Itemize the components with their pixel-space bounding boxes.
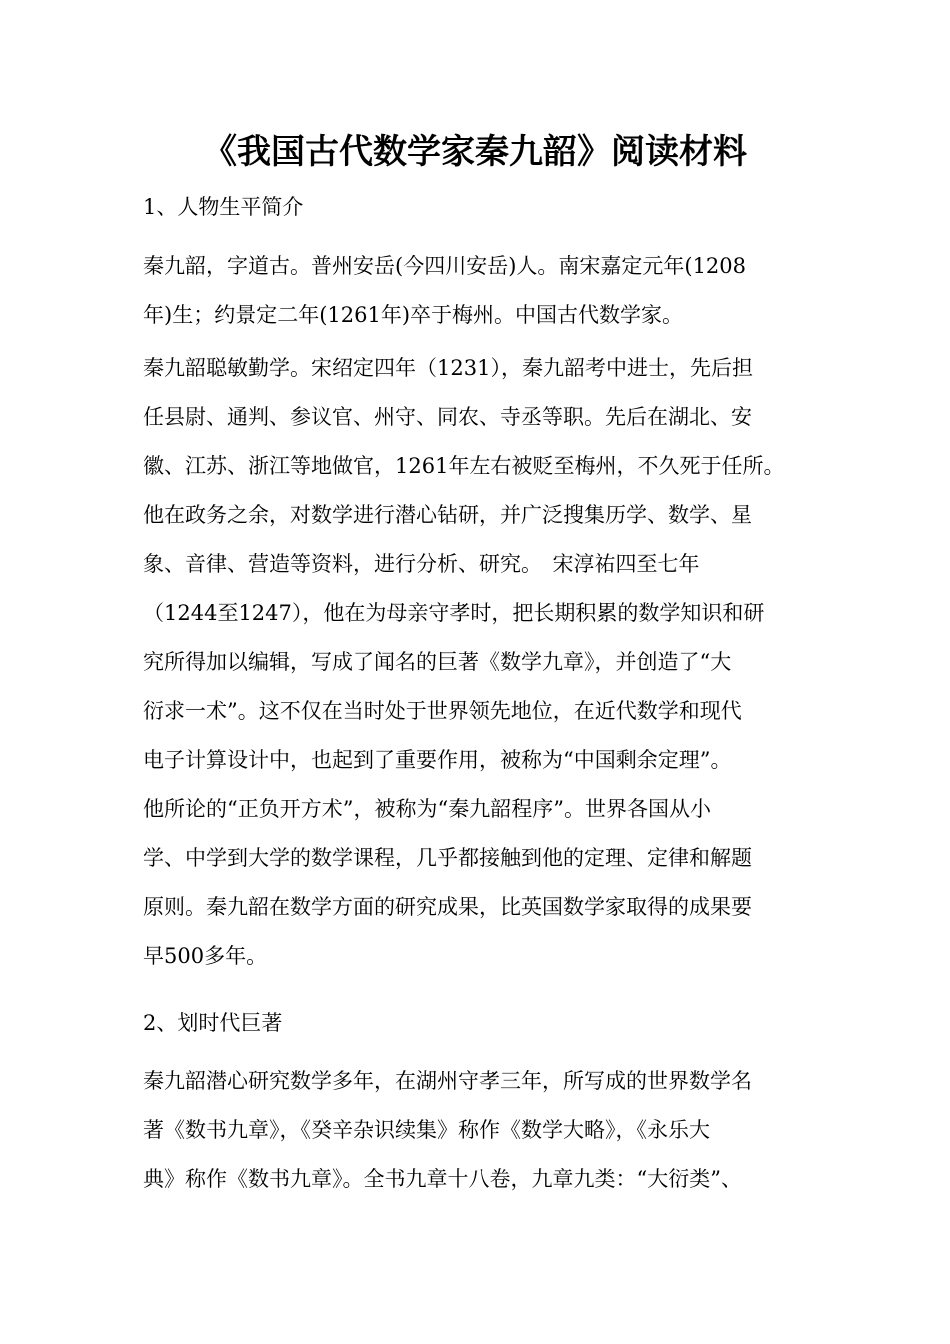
- paragraph-line: 典》称作《数书九章》。全书九章十八卷，九章九类：“大衍类”、: [143, 1167, 742, 1191]
- paragraph-line: 原则。秦九韶在数学方面的研究成果，比英国数学家取得的成果要: [143, 895, 752, 919]
- paragraph-line: 徽、江苏、浙江等地做官，1261年左右被贬至梅州，不久死于任所。: [143, 454, 785, 478]
- paragraph-career: [143, 344, 823, 981]
- paragraph-line: 秦九韶潜心研究数学多年，在湖州守孝三年，所写成的世界数学名: [143, 1069, 752, 1093]
- paragraph-line: 秦九韶，字道古。普州安岳(今四川安岳)人。南宋嘉定元年(1208: [143, 254, 747, 278]
- paragraph-line: 早500多年。: [143, 944, 268, 968]
- document-title: 《我国古代数学家秦九韶》阅读材料: [203, 132, 747, 172]
- paragraph-line: 任县尉、通判、参议官、州守、同农、寺丞等职。先后在湖北、安: [143, 405, 752, 429]
- paragraph-line: 象、音律、营造等资料，进行分析、研究。 宋淳祐四至七年: [143, 552, 700, 576]
- section-heading-masterpiece: 2、划时代巨著: [143, 1011, 283, 1035]
- paragraph-line: 电子计算设计中，也起到了重要作用，被称为“中国剩余定理”。: [143, 748, 732, 772]
- paragraph-line: 秦九韶聪敏勤学。宋绍定四年（1231），秦九韶考中进士，先后担: [143, 356, 753, 380]
- paragraph-line: 学、中学到大学的数学课程，几乎都接触到他的定理、定律和解题: [143, 846, 752, 870]
- paragraph-line: 他所论的“正负开方术”，被称为“秦九韶程序”。世界各国从小: [143, 797, 711, 821]
- section-heading-biography: 1、人物生平简介: [143, 195, 304, 219]
- paragraph-masterpiece: [143, 1057, 823, 1204]
- paragraph-line: 究所得加以编辑，写成了闻名的巨著《数学九章》，并创造了“大: [143, 650, 732, 674]
- paragraph-line: 著《数书九章》，《癸辛杂识续集》称作《数学大略》，《永乐大: [143, 1118, 710, 1142]
- paragraph-line: 年)生；约景定二年(1261年)卒于梅州。中国古代数学家。: [143, 303, 684, 327]
- paragraph-line: 他在政务之余，对数学进行潜心钻研，并广泛搜集历学、数学、星: [143, 503, 752, 527]
- paragraph-intro: [143, 242, 823, 340]
- paragraph-line: 衍求一术”。这不仅在当时处于世界领先地位，在近代数学和现代: [143, 699, 742, 723]
- paragraph-line: （1244至1247），他在为母亲守孝时，把长期积累的数学知识和研: [143, 601, 765, 625]
